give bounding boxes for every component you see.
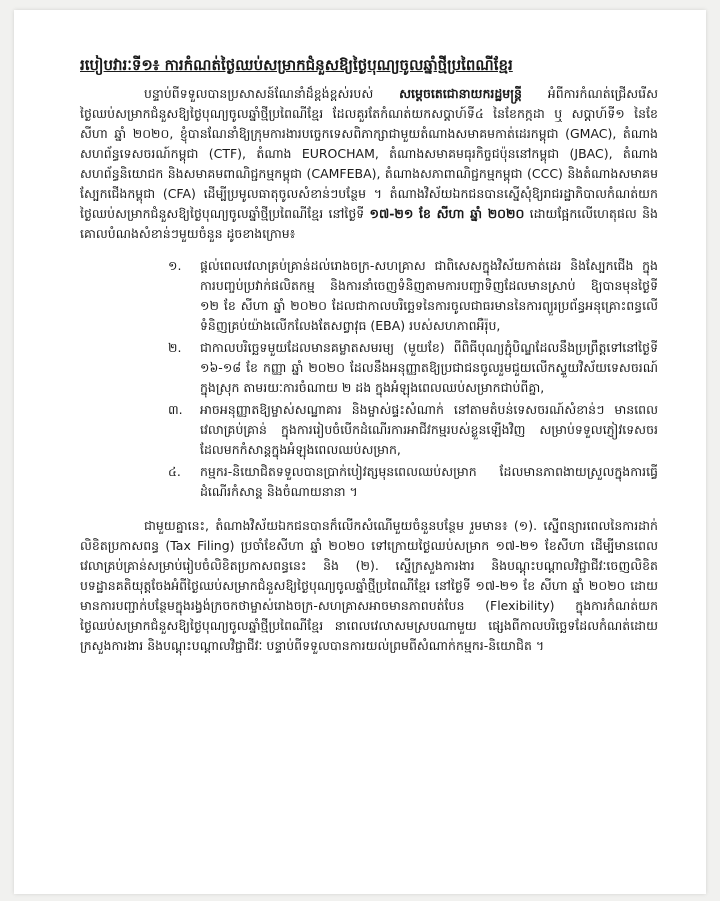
list-item bbox=[80, 462, 658, 502]
holiday-date-range: ១៧-២១ ខែ សីហា ឆ្នាំ ២០២០ bbox=[369, 206, 525, 221]
intro-text-1: បន្ទាប់ពីទទួលបានប្រសាសន៍ណែនាំដ៏ខ្ពង់ខ្ពស់របស់ bbox=[144, 86, 400, 101]
list-item-number: ១. bbox=[168, 258, 182, 273]
intro-text-2: អំពីការកំណត់ជ្រើសរើសថ្ងៃឈប់សម្រាកជំនួសឱ្យថ្ងៃបុណ្យចូលឆ្នាំថ្មីប្រពៃណីខ្មែរ ដែលគួរតែកំណត់យកសប្តាហ៍ទី៤ នៃខែកក្កដា ឬ សប្តាហ៍ទី១ នៃខែសីហា ឆ្នាំ ២០២០, ខ្ញុំបានណែនាំឱ្យក្រុមការងារបច្ចេកទេសពិភាក្សាជាមួយតំណាងសមាគមកាត់ដេរកម្ពុជា (GMAC), តំណាងសហព័ន្ធទេសចរណ៍កម្ពុជា (CTF), តំណាង EUROCHAM, តំណាងសមាគមធុរកិច្ចជប៉ុននៅកម្ពុជា (JBAC), តំណាងសហព័ន្ធនិយោជក និងសមាគមពាណិជ្ជកម្មកម្ពុជា (CAMFEBA), តំណាងសភាពាណិជ្ជកម្មកម្ពុជា (CCC) និងតំណាងសមាគមស្បែកជើងកម្ពុជា (CFA) ដើម្បីប្រមូលធាតុចូលសំខាន់ៗបន្ថែម ។ តំណាងវិស័យឯកជនបានស្នើសុំឱ្យរាជរដ្ឋាភិបាលកំណត់យកថ្ងៃឈប់សម្រាកជំនួសឱ្យថ្ងៃបុណ្យចូលឆ្នាំថ្មីប្រពៃណីខ្មែរ នៅថ្ងៃទី bbox=[80, 86, 658, 221]
reasons-list bbox=[80, 256, 658, 502]
intro-text-3: ដោយផ្អែកលើហេតុផល និងគោលបំណងសំខាន់ៗមួយចំនួន ដូចខាងក្រោម៖ bbox=[80, 206, 658, 241]
list-item-number: ៤. bbox=[168, 464, 181, 479]
list-item-text: ជាកាលបរិច្ឆេទមួយដែលមានគម្លាតសមរម្យ (មួយខែ) ពីពិធីបុណ្យភ្ជុំបិណ្ឌដែលនឹងប្រព្រឹត្តទៅនៅថ្ងៃទី ១៦-១៨ ខែ កញ្ញា ឆ្នាំ ២០២០ ដែលនឹងអនុញ្ញាតឱ្យប្រជាជនចូលរួមជួយលើកស្ទួយវិស័យទេសចរណ៍ក្នុងស្រុក តាមរយៈការចំណាយ ២ ដង ក្នុងអំឡុងពេលឈប់សម្រាកជាប់ពីគ្នា, bbox=[200, 340, 658, 395]
document-page bbox=[14, 10, 706, 894]
prime-minister-title: សម្តេចតេជោនាយករដ្ឋមន្ត្រី bbox=[399, 86, 522, 101]
list-item bbox=[80, 338, 658, 398]
closing-paragraph: ជាមួយគ្នានេះ, តំណាងវិស័យឯកជនបានក៏លើកសំណើមួយចំនួនបន្ថែម រួមមាន៖ (១). ស្នើពន្យារពេលនៃការដាក់លិខិតប្រកាសពន្ធ (Tax Filing) ប្រចាំខែសីហា ឆ្នាំ ២០២០ ទៅក្រោយថ្ងៃឈប់សម្រាក ១៧-២១ ខែសីហា ដើម្បីមានពេលវេលាគ្រប់គ្រាន់សម្រាប់រៀបចំលិខិតប្រកាសពន្ធនេះ និង (២). ស្នើក្រសួងការងារ និងបណ្តុះបណ្តាលវិជ្ជាជីវៈចេញលិខិតបទដ្ឋានគតិយុត្តចែងអំពីថ្ងៃឈប់សម្រាកជំនួសឱ្យថ្ងៃបុណ្យចូលឆ្នាំថ្មីប្រពៃណីខ្មែរ នៅថ្ងៃទី ១៧-២១ ខែ សីហា ឆ្នាំ ២០២០ ដោយមានការបញ្ជាក់បន្ថែមក្នុងរង្វង់ក្រចកថាម្ចាស់រោងចក្រ-សហគ្រាសអាចមានភាពបត់បែន (Flexibility) ក្នុងការកំណត់យកថ្ងៃឈប់សម្រាកជំនួសឱ្យថ្ងៃបុណ្យចូលឆ្នាំថ្មីប្រពៃណីខ្មែរ នាពេលវេលាសមស្របណាមួយ ផ្សេងពីកាលបរិច្ឆេទដែលកំណត់ដោយក្រសួងការងារ និងបណ្តុះបណ្តាលវិជ្ជាជីវៈ បន្ទាប់ពីទទួលបានការយល់ព្រមពីសំណាក់កម្មករ-និយោជិត ។ bbox=[80, 518, 658, 653]
list-item-text: កម្មករ-និយោជិតទទួលបានប្រាក់បៀវត្សមុនពេលឈប់សម្រាក ដែលមានភាពងាយស្រួលក្នុងការធ្វើដំណើរកំសាន្ត និងចំណាយនានា ។ bbox=[200, 464, 658, 499]
list-item-number: ២. bbox=[168, 340, 182, 355]
list-item bbox=[80, 400, 658, 460]
list-item-number: ៣. bbox=[168, 402, 183, 417]
intro-paragraph bbox=[80, 84, 658, 244]
list-item-text: អាចអនុញ្ញាតឱ្យម្ចាស់សណ្ឋាគារ និងម្ចាស់ផ្ទះសំណាក់ នៅតាមតំបន់ទេសចរណ៍សំខាន់ៗ មានពេលវេលាគ្រប់គ្រាន់ ក្នុងការរៀបចំបើកដំណើរការអាជីវកម្មរបស់ខ្លួនឡើងវិញ សម្រាប់ទទួលភ្ញៀវទេសចរដែលមកកំសាន្តក្នុងអំឡុងពេលឈប់សម្រាក, bbox=[200, 402, 658, 457]
list-item bbox=[80, 256, 658, 336]
list-item-text: ផ្តល់ពេលវេលាគ្រប់គ្រាន់ដល់រោងចក្រ-សហគ្រាស ជាពិសេសក្នុងវិស័យកាត់ដេរ និងស្បែកជើង ក្នុងការបញ្ចប់ប្រវាក់ផលិតកម្ម និងការនាំចេញទំនិញតាមការបញ្ជាទិញដែលមានស្រាប់ ឱ្យបានមុនថ្ងៃទី ១២ ខែ សីហា ឆ្នាំ ២០២០ ដែលជាកាលបរិច្ឆេទនៃការចូលជាធរមាននៃការព្យួរប្រព័ន្ធអនុគ្រោះពន្ធលើទំនិញគ្រប់យ៉ាងលើកលែងតែសព្វាវុធ (EBA) របស់សហភាពអឺរ៉ុប, bbox=[200, 258, 658, 333]
document-title: របៀបវារៈទី១៖ ការកំណត់ថ្ងៃឈប់សម្រាកជំនួសឱ្យថ្ងៃបុណ្យចូលឆ្នាំថ្មីប្រពៃណីខ្មែរ bbox=[80, 56, 513, 74]
